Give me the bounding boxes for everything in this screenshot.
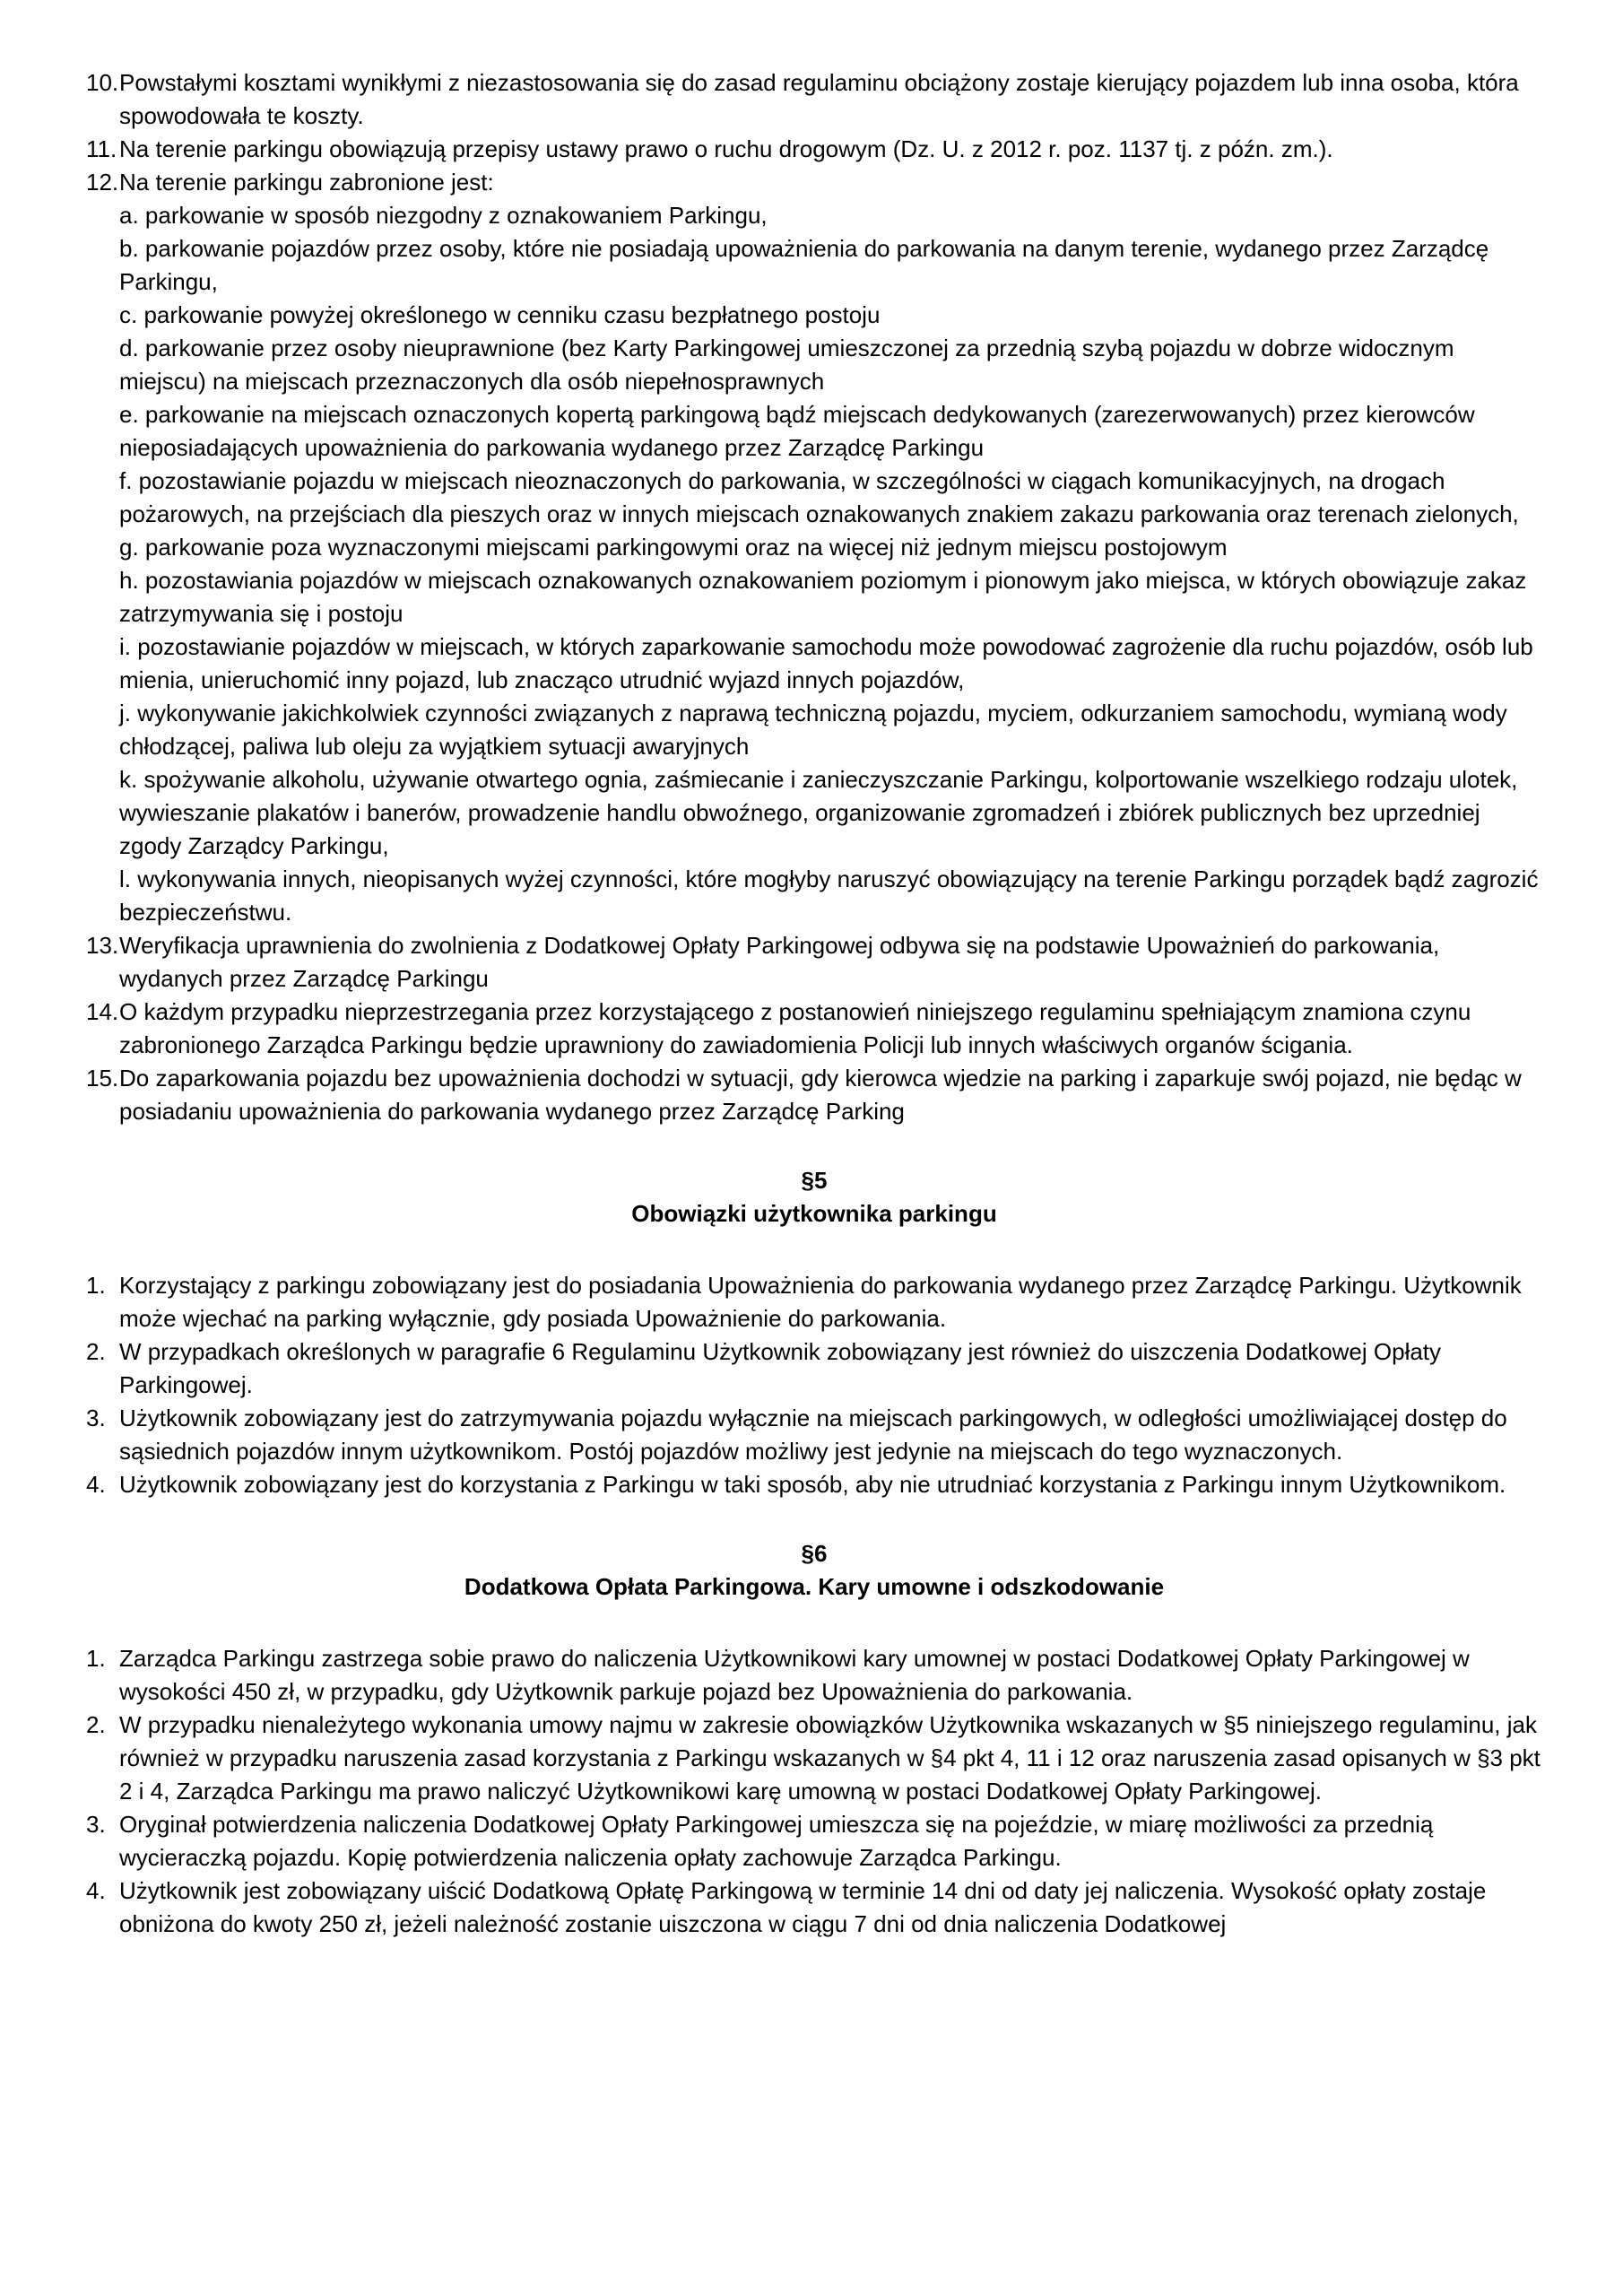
sub-item-h: h. pozostawiania pojazdów w miejscach oznakowanych oznakowaniem poziomym i pionowym jako miejsca, w których obowiązuje zakaz zatrzymywania się i postoju [119,567,1527,627]
list-item-number: 4. [86,1877,106,1904]
list-item-text: W przypadku nienależytego wykonania umowy najmu w zakresie obowiązków Użytkownika wskazanych w §5 niniejszego regulaminu, jak również w przypadku naruszenia zasad korzystania z Parkingu wskazanych w §4 pkt 4, 11 i 12 oraz naruszenia zasad opisanych w §3 pkt 2 i 4, Zarządca Parkingu ma prawo naliczyć Użytkownikowi karę umowną w postaci Dodatkowej Opłaty Parkingowej. [119,1711,1541,1805]
list-item-12 [86,166,1542,929]
sub-item-d: d. parkowanie przez osoby nieuprawnione (bez Karty Parkingowej umieszczonej za przednią szybą pojazdu w dobrze widocznym miejscu) na miejscach przeznaczonych dla osób niepełnosprawnych [119,335,1454,395]
usage-rules-list [86,66,1542,1128]
list-item-number: 2. [86,1338,106,1365]
sub-item-g: g. parkowanie poza wyznaczonymi miejscami parkingowymi oraz na więcej niż jednym miejscu postojowym [119,534,1228,561]
section-5-title: Obowiązki użytkownika parkingu [631,1200,997,1227]
list-item-number: 1. [86,1272,106,1299]
section-6-title: Dodatkowa Opłata Parkingowa. Kary umowne i odszkodowanie [464,1573,1165,1600]
list-item-text: Do zaparkowania pojazdu bez upoważnienia dochodzi w sytuacji, gdy kierowca wjedzie na parking i zaparkuje swój pojazd, nie będąc w posiadaniu upoważnienia do parkowania wydanego przez Zarządcę Parking [119,1065,1522,1125]
list-item-text: Użytkownik zobowiązany jest do zatrzymywania pojazdu wyłącznie na miejscach parkingowych, w odległości umożliwiającej dostęp do sąsiednich pojazdów innym użytkownikom. Postój pojazdów możliwy jest jedynie na miejscach do tego wyznaczonych. [119,1405,1507,1465]
list-item-13 [86,929,1542,996]
sub-item-j: j. wykonywanie jakichkolwiek czynności związanych z naprawą techniczną pojazdu, myciem, odkurzaniem samochodu, wymianą wody chłodzącej, paliwa lub oleju za wyjątkiem sytuacji awaryjnych [119,700,1507,760]
list-item-number: 2. [86,1711,106,1738]
sub-item-k: k. spożywanie alkoholu, używanie otwartego ognia, zaśmiecanie i zanieczyszczanie Parkingu, kolportowanie wszelkiego rodzaju ulotek, wywieszanie plakatów i banerów, prowadzenie handlu obwoźnego, organizowanie zgromadzeń i zbiórek publicznych bez uprzedniej zgody Zarządcy Parkingu, [119,766,1518,859]
list-item-number: 14. [86,998,119,1025]
list-item-number: 15. [86,1065,119,1091]
list-item-4 [86,1468,1542,1501]
list-item-text: W przypadkach określonych w paragrafie 6 Regulaminu Użytkownik zobowiązany jest również do uiszczenia Dodatkowej Opłaty Parkingowej. [119,1338,1442,1398]
list-item-text: Oryginał potwierdzenia naliczenia Dodatkowej Opłaty Parkingowej umieszcza się na pojeździe, w miarę możliwości za przednią wycieraczką pojazdu. Kopię potwierdzenia naliczenia opłaty zachowuje Zarządca Parkingu. [119,1811,1434,1871]
sub-item-f: f. pozostawianie pojazdu w miejscach nieoznaczonych do parkowania, w szczególności w ciągach komunikacyjnych, na drogach pożarowych, na przejściach dla pieszych oraz w innych miejscach oznakowanych znakiem zakazu parkowania oraz terenach zielonych, [119,467,1519,527]
list-item-text: Powstałymi kosztami wynikłymi z niezastosowania się do zasad regulaminu obciążony zostaje kierujący pojazdem lub inna osoba, która spowodowała te koszty. [119,69,1519,129]
list-item-number: 1. [86,1645,106,1672]
list-item-1 [86,1269,1542,1335]
sub-item-c: c. parkowanie powyżej określonego w cenniku czasu bezpłatnego postoju [119,301,881,328]
section-6-list [86,1642,1542,1941]
list-item-number: 10. [86,69,119,96]
list-item-text: Użytkownik zobowiązany jest do korzystania z Parkingu w taki sposób, aby nie utrudniać korzystania z Parkingu innym Użytkownikom. [119,1471,1506,1498]
list-item-15 [86,1062,1542,1128]
section-5-heading [86,1164,1542,1231]
list-item-text: Na terenie parkingu obowiązują przepisy ustawy prawo o ruchu drogowym (Dz. U. z 2012 r. poz. 1137 tj. z późn. zm.). [119,135,1333,162]
list-item-text: O każdym przypadku nieprzestrzegania przez korzystającego z postanowień niniejszego regulaminu spełniającym znamiona czynu zabronionego Zarządca Parkingu będzie uprawniony do zawiadomienia Policji lub innych właściwych organów ścigania. [119,998,1471,1058]
sub-item-e: e. parkowanie na miejscach oznaczonych kopertą parkingową bądź miejscach dedykowanych (zarezerwowanych) przez kierowców nieposiadających upoważnienia do parkowania wydanego przez Zarządcę Parkingu [119,401,1475,461]
list-item-number: 4. [86,1471,106,1498]
list-item-2 [86,1335,1542,1402]
sub-item-l: l. wykonywania innych, nieopisanych wyżej czynności, które mogłyby naruszyć obowiązujący na terenie Parkingu porządek bądź zagrozić bezpieczeństwu. [119,865,1539,926]
section-5-mark: §5 [801,1167,828,1194]
list-item-number: 3. [86,1811,106,1838]
list-item-number: 11. [86,135,117,162]
list-item-2 [86,1709,1542,1808]
list-item-10 [86,66,1542,133]
list-item-3 [86,1402,1542,1468]
sub-item-b: b. parkowanie pojazdów przez osoby, które nie posiadają upoważnienia do parkowania na danym terenie, wydanego przez Zarządcę Parkingu, [119,235,1489,295]
list-item-number: 13. [86,932,119,959]
list-item-text: Użytkownik jest zobowiązany uiścić Dodatkową Opłatę Parkingową w terminie 14 dni od daty jej naliczenia. Wysokość opłaty zostaje obniżona do kwoty 250 zł, jeżeli należność zostanie uiszczona w ciągu 7 dni od dnia naliczenia Dodatkowej [119,1877,1487,1937]
list-item-text: Weryfikacja uprawnienia do zwolnienia z Dodatkowej Opłaty Parkingowej odbywa się na podstawie Upoważnień do parkowania, wydanych przez Zarządcę Parkingu [119,932,1440,992]
list-item-number: 3. [86,1405,106,1431]
list-item-text: Zarządca Parkingu zastrzega sobie prawo do naliczenia Użytkownikowi kary umownej w postaci Dodatkowej Opłaty Parkingowej w wysokości 450 zł, w przypadku, gdy Użytkownik parkuje pojazd bez Upoważnienia do parkowania. [119,1645,1470,1705]
list-item-14 [86,996,1542,1062]
list-item-text: Korzystający z parkingu zobowiązany jest do posiadania Upoważnienia do parkowania wydanego przez Zarządcę Parkingu. Użytkownik może wjechać na parking wyłącznie, gdy posiada Upoważnienie do parkowania. [119,1272,1522,1332]
list-item-3 [86,1808,1542,1874]
sub-item-a: a. parkowanie w sposób niezgodny z oznakowaniem Parkingu, [119,202,768,229]
list-item-text: Na terenie parkingu zabronione jest: [119,169,494,196]
list-item-number: 12. [86,169,119,196]
section-6-heading [86,1537,1542,1604]
list-item-11 [86,133,1542,166]
list-item-1 [86,1642,1542,1709]
section-5-list [86,1269,1542,1501]
section-6-mark: §6 [801,1540,828,1567]
sub-item-i: i. pozostawianie pojazdów w miejscach, w których zaparkowanie samochodu może powodować zagrożenie dla ruchu pojazdów, osób lub mienia, unieruchomić inny pojazd, lub znacząco utrudnić wyjazd innych pojazdów, [119,633,1533,693]
list-item-4 [86,1874,1542,1941]
